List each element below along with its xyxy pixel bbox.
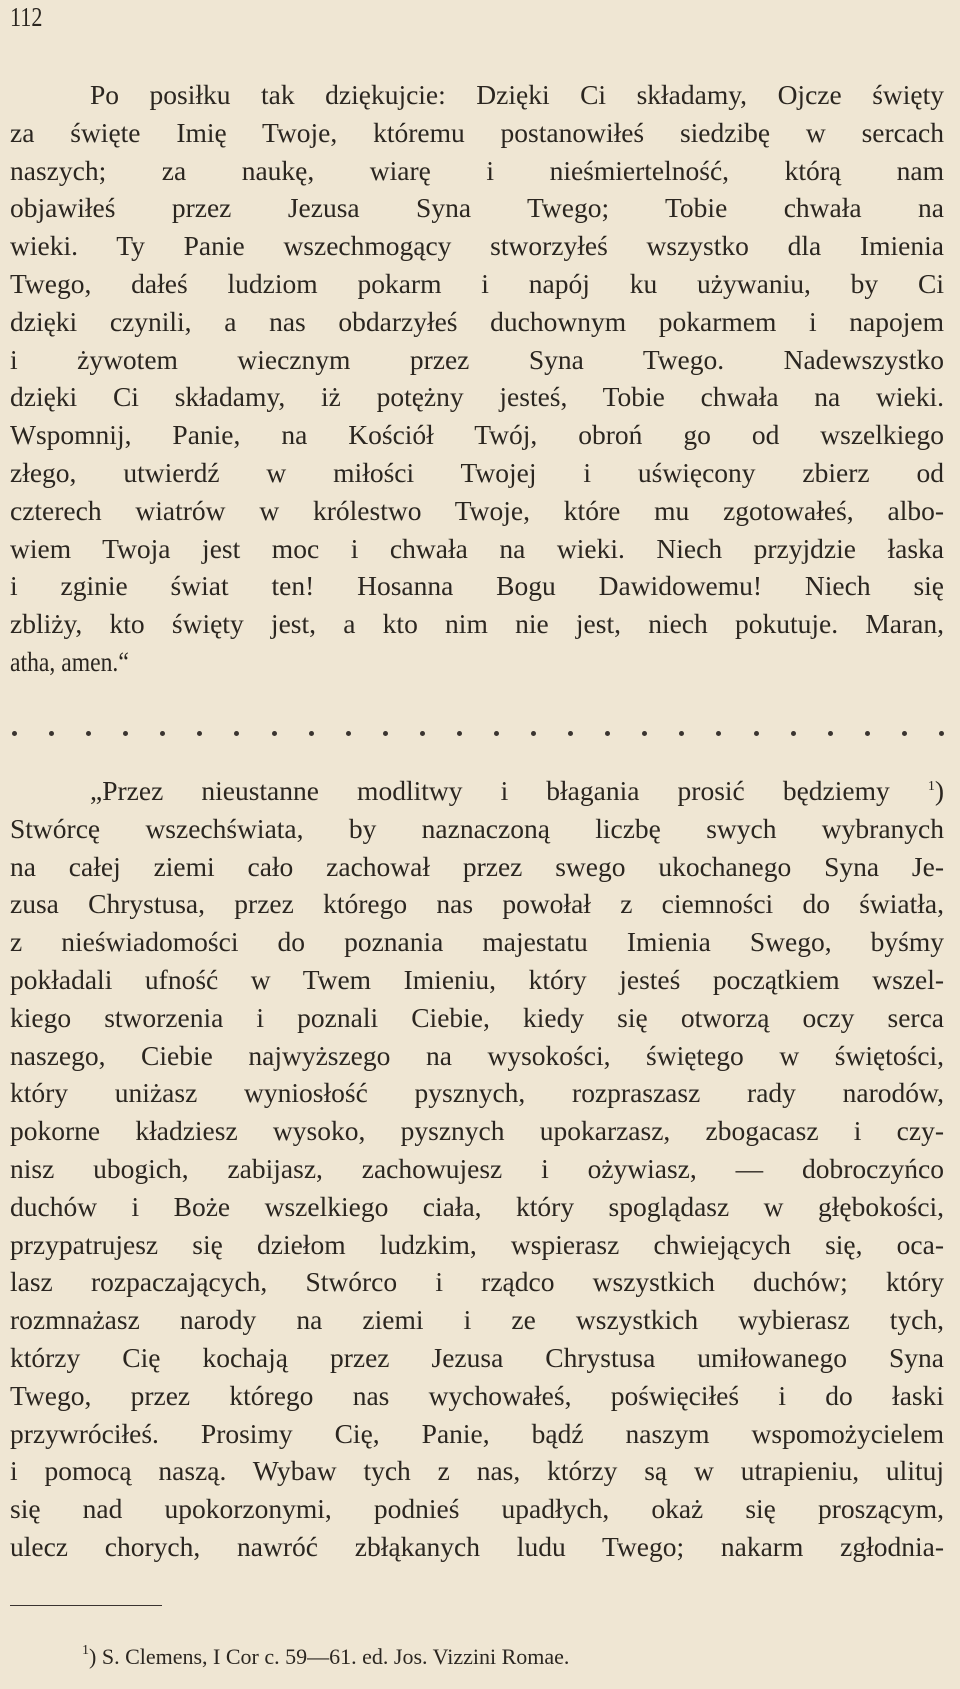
text-line-content: Stwórcę wszechświata, by naznaczoną liczbę swych wybranych [10, 812, 944, 844]
text-line [10, 1301, 944, 1339]
text-line-content: Twego, dałeś ludziom pokarm i napój ku używaniu, by Ci [10, 267, 944, 299]
text-line [10, 1339, 944, 1377]
text-line [10, 1528, 944, 1566]
separator-dot [531, 731, 536, 736]
separator-dot [791, 731, 796, 736]
text-line-content: wieki. Ty Panie wszechmogący stworzyłeś wszystko dla Imienia [10, 230, 944, 262]
text-line-content: i żywotem wiecznym przez Syna Twego. Nadewszystko [10, 343, 944, 375]
separator-dot [754, 731, 759, 736]
text-line-content: kiego stworzenia i poznali Ciebie, kiedy się otworzą oczy serca [10, 1001, 944, 1033]
text-line-content: przypatrujesz się dziełom ludzkim, wspierasz chwiejących się, oca- [10, 1228, 944, 1260]
footnote-ref-paren: ) [934, 775, 944, 806]
text-line [10, 643, 944, 681]
separator-dot [902, 731, 907, 736]
footnote-marker: 1 [82, 1643, 89, 1658]
separator-dot [123, 731, 128, 736]
separator-dot [309, 731, 314, 736]
text-line-content: z nieświadomości do poznania majestatu Imienia Swego, byśmy [10, 926, 944, 958]
text-line-content: przywróciłeś. Prosimy Cię, Panie, bądź naszym wspomożycielem [10, 1417, 944, 1449]
text-line-content: i zginie świat ten! Hosanna Bogu Dawidowemu! Niech się [10, 570, 944, 602]
text-line-content: którzy Cię kochają przez Jezusa Chrystusa umiłowanego Syna [10, 1341, 944, 1373]
separator-dot [605, 731, 610, 736]
text-line [10, 1150, 944, 1188]
text-line-content: dzięki czynili, a nas obdarzyłeś duchownym pokarmem i napojem [10, 305, 944, 337]
separator-dot [568, 731, 573, 736]
separator-dot [346, 731, 351, 736]
separator-dot [383, 731, 388, 736]
text-line [10, 189, 944, 227]
text-line-content: się nad upokorzonymi, podnieś upadłych, okaż się proszącym, [10, 1493, 944, 1525]
text-line [10, 114, 944, 152]
text-line-content: i pomocą naszą. Wybaw tych z nas, którzy są w utrapieniu, ulituj [10, 1455, 944, 1487]
text-line [10, 1074, 944, 1112]
prayer-section-thanksgiving [10, 76, 944, 681]
text-line [10, 227, 944, 265]
text-line [10, 152, 944, 190]
separator-dot [865, 731, 870, 736]
footnote [82, 1644, 569, 1670]
text-line [10, 76, 944, 114]
text-line [10, 923, 944, 961]
text-line [10, 303, 944, 341]
footnote-reference[interactable]: 1 [927, 779, 935, 794]
footnote-divider [10, 1605, 162, 1606]
text-line [10, 567, 944, 605]
text-line-content: rozmnażasz narody na ziemi i ze wszystkich wybierasz tych, [10, 1304, 944, 1336]
text-line-content: pokładali ufność w Twem Imieniu, który jesteś początkiem wszel- [10, 963, 944, 995]
text-line [10, 1415, 944, 1453]
text-line [10, 1452, 944, 1490]
text-line [10, 1188, 944, 1226]
text-line [10, 1490, 944, 1528]
separator-dot [49, 731, 54, 736]
text-line-content: złego, utwierdź w miłości Twojej i uświęcony zbierz od [10, 456, 944, 488]
text-line [10, 848, 944, 886]
separator-dot [679, 731, 684, 736]
text-line-content: Twego, przez którego nas wychowałeś, poświęciłeś i do łaski [10, 1379, 944, 1411]
text-line-content: wiem Twoja jest moc i chwała na wieki. Niech przyjdzie łaska [10, 532, 944, 564]
text-line [10, 378, 944, 416]
separator-dot [160, 731, 165, 736]
text-line [10, 999, 944, 1037]
text-line [10, 530, 944, 568]
text-line [10, 1112, 944, 1150]
text-line-content: lasz rozpaczających, Stwórco i rządco wszystkich duchów; który [10, 1266, 944, 1298]
footnote-text: S. Clemens, I Cor c. 59—61. ed. Jos. Vizzini Romae. [101, 1644, 570, 1669]
text-line [10, 1226, 944, 1264]
separator-dot [420, 731, 425, 736]
text-line-content: dzięki Ci składamy, iż potężny jesteś, Tobie chwała na wieki. [10, 381, 944, 413]
separator-dot [939, 731, 944, 736]
text-line [10, 885, 944, 923]
text-line-content: ulecz chorych, nawróć zbłąkanych ludu Twego; nakarm zgłodnia- [10, 1530, 944, 1562]
separator-dot [12, 731, 17, 736]
text-line-content: naszych; za naukę, wiarę i nieśmiertelność, którą nam [10, 154, 944, 186]
text-line-content: Po posiłku tak dziękujcie: Dzięki Ci składamy, Ojcze święty [90, 79, 944, 110]
text-line-content: zusa Chrystusa, przez którego nas powołał z ciemności do światła, [10, 888, 944, 920]
page-number: 112 [10, 2, 43, 32]
text-line [10, 605, 944, 643]
prayer-section-clement [10, 772, 944, 1566]
separator-dot [716, 731, 721, 736]
separator-dot [494, 731, 499, 736]
separator-dot [828, 731, 833, 736]
text-line-content: zbliży, kto święty jest, a kto nim nie jest, niech pokutuje. Maran, [10, 608, 944, 640]
text-line-content: pokorne kładziesz wysoko, pysznych upokarzasz, zbogacasz i czy- [10, 1115, 944, 1147]
text-line [10, 1037, 944, 1075]
opening-line-text: „Przez nieustanne modlitwy i błagania prosić będziemy [90, 775, 890, 806]
separator-dot [86, 731, 91, 736]
text-line-content: objawiłeś przez Jezusa Syna Twego; Tobie chwała na [10, 192, 944, 224]
text-line [10, 810, 944, 848]
text-line [10, 265, 944, 303]
text-line-content: naszego, Ciebie najwyższego na wysokości, świętego w świętości, [10, 1039, 944, 1071]
text-line-content: czterech wiatrów w królestwo Twoje, które mu zgotowałeś, albo- [10, 494, 944, 526]
text-line [10, 1263, 944, 1301]
text-line [10, 961, 944, 999]
separator-dot [234, 731, 239, 736]
separator-dot [272, 731, 277, 736]
text-line [10, 772, 944, 810]
separator-dot [642, 731, 647, 736]
text-line [10, 492, 944, 530]
text-line-content: który uniżasz wyniosłość pysznych, rozpraszasz rady narodów, [10, 1077, 944, 1109]
text-line-content: atha, amen.“ [10, 645, 129, 677]
text-line-content: nisz ubogich, zabijasz, zachowujesz i ożywiasz, — dobroczyńco [10, 1152, 944, 1184]
text-line [10, 416, 944, 454]
text-line [10, 341, 944, 379]
text-line [10, 1377, 944, 1415]
text-line-content: za święte Imię Twoje, któremu postanowiłeś siedzibę w sercach [10, 116, 944, 148]
footnote-marker-paren: ) [89, 1644, 97, 1669]
text-line-content: na całej ziemi cało zachował przez swego ukochanego Syna Je- [10, 850, 944, 882]
separator-dot [457, 731, 462, 736]
text-line [10, 454, 944, 492]
text-line-content: duchów i Boże wszelkiego ciała, który spoglądasz w głębokości, [10, 1190, 944, 1222]
text-line-content: Wspomnij, Panie, na Kościół Twój, obroń go od wszelkiego [10, 419, 944, 451]
separator-dot [197, 731, 202, 736]
ellipsis-separator [12, 728, 944, 738]
